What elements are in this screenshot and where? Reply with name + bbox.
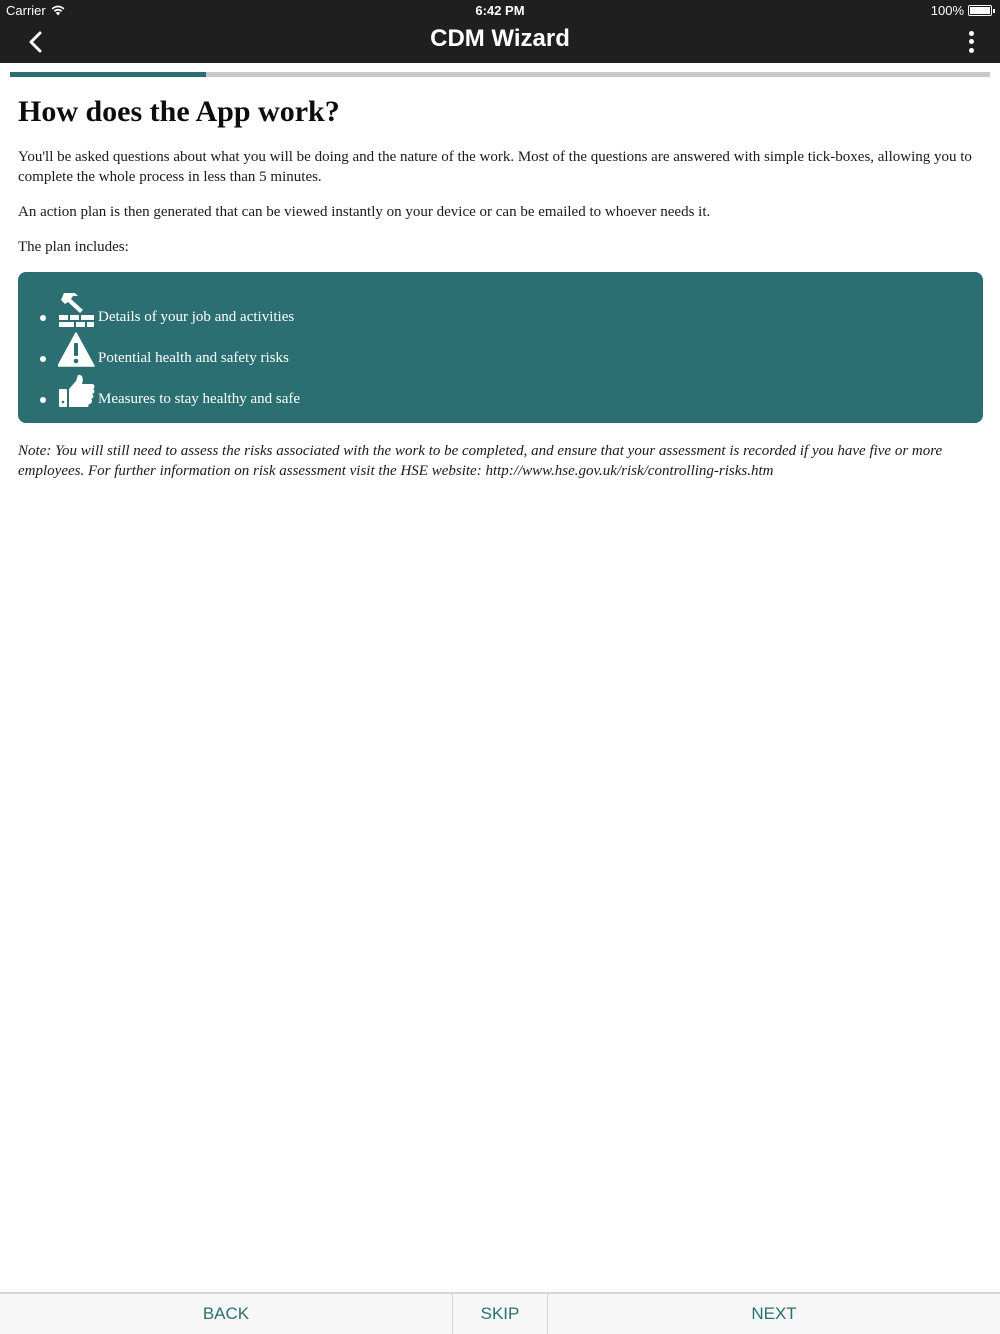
- plan-includes-box: [18, 272, 983, 423]
- wizard-progress-bar: [10, 72, 990, 77]
- plan-list: [38, 286, 963, 409]
- plan-item-label: Potential health and safety risks: [98, 350, 289, 366]
- navigation-bar: [0, 20, 1000, 63]
- skip-button[interactable]: SKIP: [480, 1304, 520, 1323]
- bullet: [40, 397, 46, 403]
- plan-item-risks: [38, 327, 963, 368]
- construction-icon: [58, 291, 96, 327]
- plan-item-label: Measures to stay healthy and safe: [98, 391, 301, 407]
- intro-paragraph: You'll be asked questions about what you will be doing and the nature of the work. Most of the questions are answered with simple tick-boxes, allowing you to complete the whole process in less than 5 minutes.: [18, 149, 972, 185]
- battery-indicator: [931, 3, 992, 18]
- plan-includes-label: The plan includes:: [18, 239, 129, 255]
- carrier-label: Carrier: [6, 3, 46, 18]
- plan-item-job-details: [38, 286, 963, 327]
- main-content: [18, 95, 983, 496]
- battery-percent: 100%: [930, 3, 964, 18]
- wizard-footer: [0, 1292, 1000, 1334]
- progress-fill: [10, 72, 206, 77]
- back-button[interactable]: BACK: [202, 1304, 250, 1323]
- plan-item-label: Details of your job and activities: [98, 309, 295, 325]
- warning-icon: [58, 332, 96, 368]
- bullet: [40, 315, 46, 321]
- section-heading: How does the App work?: [18, 95, 340, 128]
- status-bar: [0, 0, 1000, 20]
- action-plan-paragraph: An action plan is then generated that can be viewed instantly on your device or can be emailed to whoever needs it.: [18, 204, 711, 220]
- back-nav-button[interactable]: [20, 28, 50, 56]
- chevron-left-icon: [28, 31, 42, 53]
- risk-assessment-note: Note: You will still need to assess the risks associated with the work to be completed, and ensure that your assessment is recorded if you have five or more employees. For further information on risk assessment visit the HSE website: http://www.hse.gov.uk/risk/controlling-risks.htm: [18, 443, 943, 479]
- next-button[interactable]: NEXT: [751, 1304, 797, 1323]
- status-time: 6:42 PM: [475, 3, 525, 18]
- thumbs-up-icon: [58, 373, 96, 409]
- more-options-button[interactable]: [964, 29, 978, 55]
- plan-item-measures: [38, 368, 963, 409]
- bullet: [40, 356, 46, 362]
- battery-icon: [968, 5, 992, 16]
- page-title: CDM Wizard: [430, 25, 570, 52]
- more-vertical-icon: [969, 31, 974, 36]
